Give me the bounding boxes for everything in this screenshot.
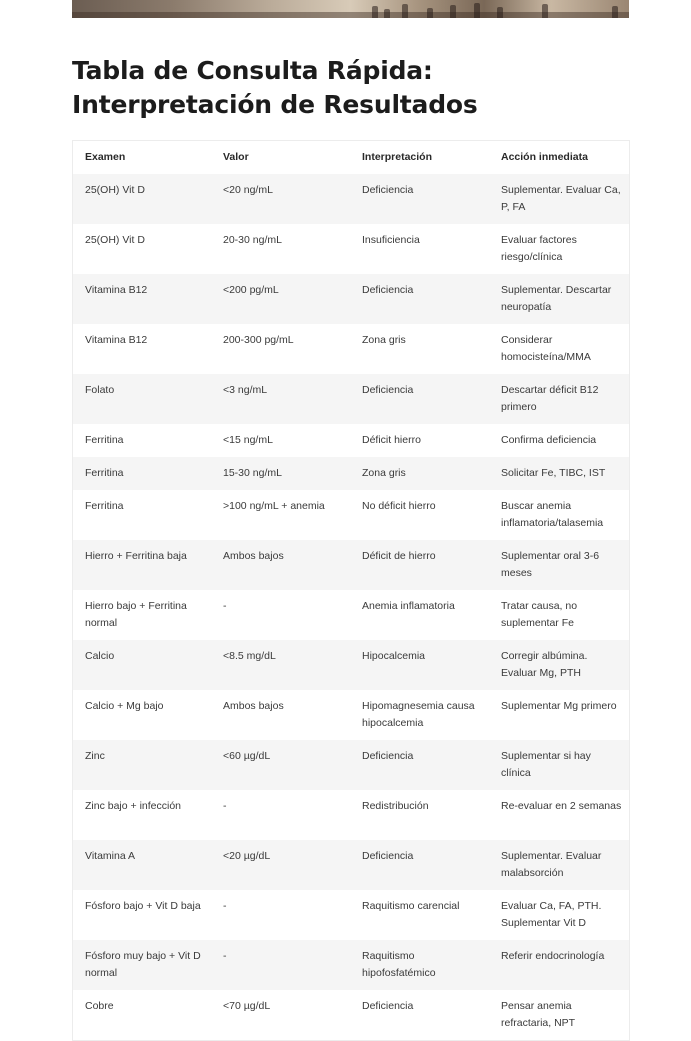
cell-accion: Suplementar. Evaluar malabsorción — [489, 840, 629, 890]
table-row — [73, 890, 629, 940]
cell-examen: Folato — [73, 374, 211, 424]
cell-accion: Suplementar si hay clínica — [489, 740, 629, 790]
cell-valor: 15-30 ng/mL — [211, 457, 350, 490]
cell-examen: Cobre — [73, 990, 211, 1040]
column-header-valor: Valor — [223, 151, 249, 163]
cell-examen: Vitamina A — [73, 840, 211, 890]
cell-interpretacion: Insuficiencia — [350, 224, 489, 274]
cell-examen: Vitamina B12 — [73, 274, 211, 324]
cell-accion: Pensar anemia refractaria, NPT — [489, 990, 629, 1040]
cell-examen: Calcio — [73, 640, 211, 690]
cell-valor: <20 µg/dL — [211, 840, 350, 890]
results-table — [73, 141, 629, 1040]
cell-interpretacion: Déficit de hierro — [350, 540, 489, 590]
cell-valor: <15 ng/mL — [211, 424, 350, 457]
cell-examen: Ferritina — [73, 490, 211, 540]
cell-examen: Zinc — [73, 740, 211, 790]
table-row — [73, 790, 629, 840]
table-row — [73, 274, 629, 324]
cell-valor: - — [211, 940, 350, 990]
table-row — [73, 940, 629, 990]
table-row — [73, 540, 629, 590]
table-row — [73, 990, 629, 1040]
cell-examen: Hierro bajo + Ferritina normal — [73, 590, 211, 640]
cell-interpretacion: Zona gris — [350, 324, 489, 374]
cell-interpretacion: Redistribución — [350, 790, 489, 840]
article-content — [72, 40, 629, 1041]
cell-accion: Referir endocrinología — [489, 940, 629, 990]
cell-examen: 25(OH) Vit D — [73, 224, 211, 274]
cell-accion: Tratar causa, no suplementar Fe — [489, 590, 629, 640]
column-header-interpretacion: Interpretación — [362, 151, 433, 163]
cell-valor: >100 ng/mL + anemia — [211, 490, 350, 540]
cell-valor: <20 ng/mL — [211, 174, 350, 224]
cell-interpretacion: Deficiencia — [350, 374, 489, 424]
cell-valor: 200-300 pg/mL — [211, 324, 350, 374]
cell-interpretacion: Deficiencia — [350, 174, 489, 224]
table-row — [73, 740, 629, 790]
header-image — [72, 0, 629, 18]
table-row — [73, 840, 629, 890]
table-row — [73, 457, 629, 490]
cell-interpretacion: Deficiencia — [350, 990, 489, 1040]
table-row — [73, 324, 629, 374]
cell-interpretacion: Raquitismo carencial — [350, 890, 489, 940]
cell-interpretacion: Anemia inflamatoria — [350, 590, 489, 640]
cell-interpretacion: Hipocalcemia — [350, 640, 489, 690]
cell-accion: Confirma deficiencia — [489, 424, 629, 457]
table-row — [73, 690, 629, 740]
cell-accion: Suplementar. Evaluar Ca, P, FA — [489, 174, 629, 224]
cell-accion: Solicitar Fe, TIBC, IST — [489, 457, 629, 490]
cell-valor: 20-30 ng/mL — [211, 224, 350, 274]
page-title: Tabla de Consulta Rápida: Interpretación de Resultados — [72, 56, 478, 119]
table-row — [73, 224, 629, 274]
table-row — [73, 490, 629, 540]
table-row — [73, 640, 629, 690]
cell-interpretacion: Deficiencia — [350, 274, 489, 324]
cell-interpretacion: Deficiencia — [350, 840, 489, 890]
table-row — [73, 374, 629, 424]
cell-accion: Evaluar Ca, FA, PTH. Suplementar Vit D — [489, 890, 629, 940]
cell-valor: - — [211, 890, 350, 940]
cell-examen: Calcio + Mg bajo — [73, 690, 211, 740]
cell-examen: Vitamina B12 — [73, 324, 211, 374]
table-header-row — [73, 141, 629, 174]
cell-valor: <8.5 mg/dL — [211, 640, 350, 690]
cell-interpretacion: Deficiencia — [350, 740, 489, 790]
cell-valor: <70 µg/dL — [211, 990, 350, 1040]
cell-examen: Hierro + Ferritina baja — [73, 540, 211, 590]
cell-valor: - — [211, 790, 350, 840]
cell-examen: Fósforo muy bajo + Vit D normal — [73, 940, 211, 990]
cell-interpretacion: Hipomagnesemia causa hipocalcemia — [350, 690, 489, 740]
cell-valor: Ambos bajos — [211, 690, 350, 740]
cell-accion: Buscar anemia inflamatoria/talasemia — [489, 490, 629, 540]
cell-examen: Ferritina — [73, 457, 211, 490]
cell-interpretacion: Zona gris — [350, 457, 489, 490]
cell-accion: Considerar homocisteína/MMA — [489, 324, 629, 374]
table-row — [73, 424, 629, 457]
results-table-container — [72, 140, 630, 1041]
cell-valor: - — [211, 590, 350, 640]
cell-examen: Zinc bajo + infección — [73, 790, 211, 840]
cell-accion: Descartar déficit B12 primero — [489, 374, 629, 424]
cell-examen: Ferritina — [73, 424, 211, 457]
column-header-examen: Examen — [85, 151, 126, 163]
cell-examen: 25(OH) Vit D — [73, 174, 211, 224]
column-header-accion: Acción inmediata — [501, 151, 588, 163]
cell-accion: Re-evaluar en 2 semanas — [489, 790, 629, 840]
cell-accion: Evaluar factores riesgo/clínica — [489, 224, 629, 274]
cell-valor: Ambos bajos — [211, 540, 350, 590]
cell-accion: Suplementar oral 3-6 meses — [489, 540, 629, 590]
cell-interpretacion: No déficit hierro — [350, 490, 489, 540]
cell-valor: <3 ng/mL — [211, 374, 350, 424]
cell-interpretacion: Déficit hierro — [350, 424, 489, 457]
cell-accion: Corregir albúmina. Evaluar Mg, PTH — [489, 640, 629, 690]
cell-interpretacion: Raquitismo hipofosfatémico — [350, 940, 489, 990]
table-header — [73, 141, 629, 174]
table-row — [73, 590, 629, 640]
table-body — [73, 174, 629, 1040]
cell-accion: Suplementar. Descartar neuropatía — [489, 274, 629, 324]
cell-examen: Fósforo bajo + Vit D baja — [73, 890, 211, 940]
cell-valor: <200 pg/mL — [211, 274, 350, 324]
table-row — [73, 174, 629, 224]
cell-accion: Suplementar Mg primero — [489, 690, 629, 740]
cell-valor: <60 µg/dL — [211, 740, 350, 790]
